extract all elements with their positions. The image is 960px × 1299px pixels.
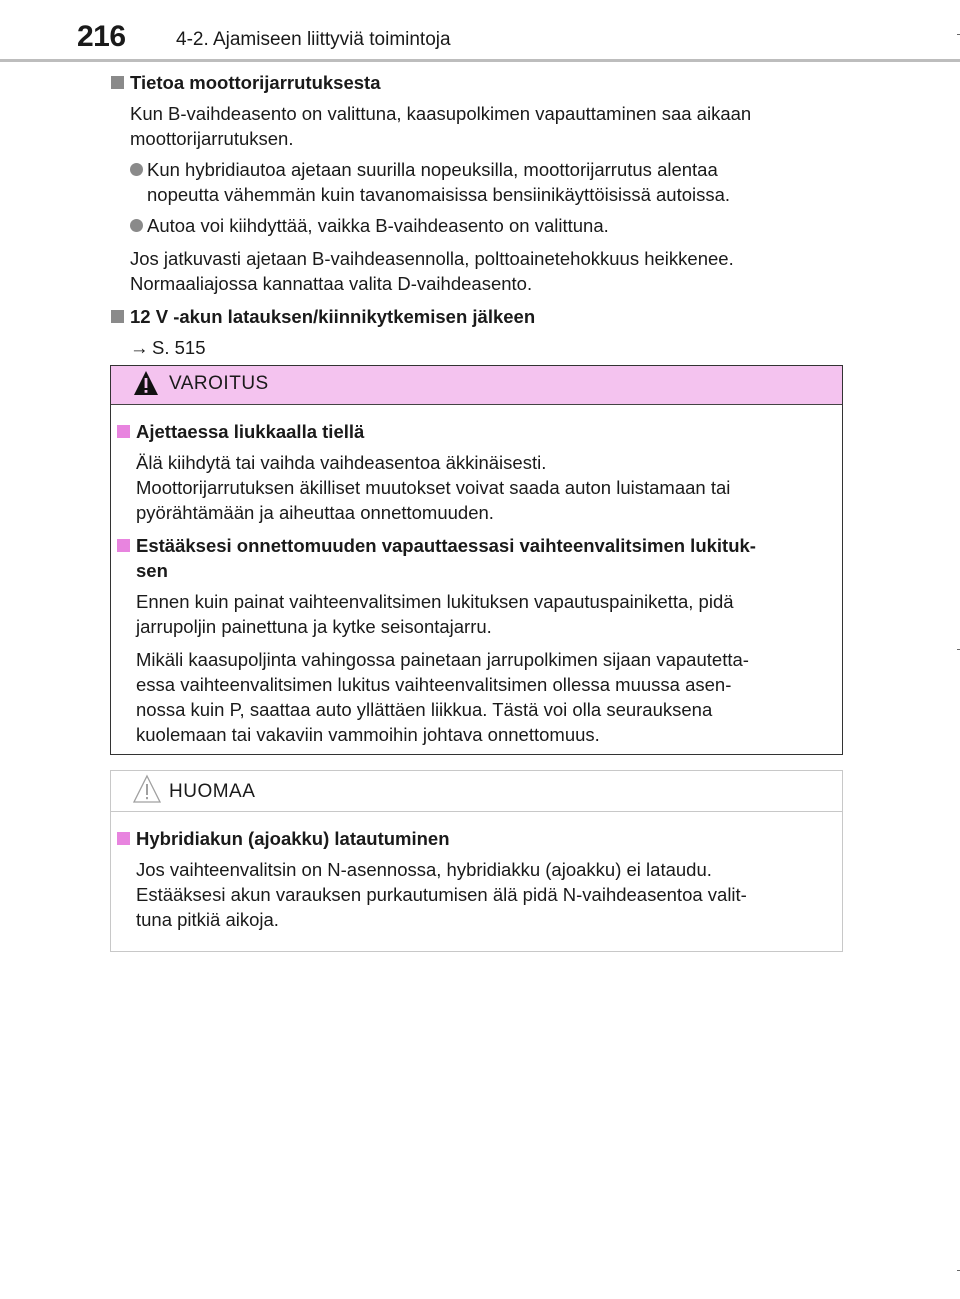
square-bullet-icon [111, 76, 124, 89]
notice-paragraph: Jos vaihteenvalitsin on N-asennossa, hybridiakku (ajoakku) ei lataudu. Estääksesi akun varauksen purkautumisen älä pidä N-vaihdeasentoa valit- tuna pitkiä aikoja. [136, 859, 747, 930]
warning-heading-slippery-road: Ajettaessa liukkaalla tiellä [117, 419, 832, 444]
notice-triangle-icon [133, 774, 161, 804]
fuel-efficiency-paragraph: Jos jatkuvasti ajetaan B-vaihdeasennolla, polttoainetehokkuus heikkenee. Normaaliajossa kannattaa valita D-vaihdeasento. [130, 248, 734, 294]
notice-header [111, 771, 842, 812]
round-bullet-icon [130, 219, 143, 232]
square-bullet-icon [117, 539, 130, 552]
round-bullet-icon [130, 163, 143, 176]
square-bullet-icon [111, 310, 124, 323]
warning-paragraph: Älä kiihdytä tai vaihda vaihdeasentoa äkkinäisesti. Moottorijarrutuksen äkilliset muutokset voivat saada auton luistamaan tai pyörähtämään ja aiheuttaa onnettomuuden. [136, 452, 731, 523]
list-item: Autoa voi kiihdyttää, vaikka B-vaihdeasento on valittuna. [130, 213, 843, 238]
notice-box [110, 770, 843, 952]
warning-triangle-icon [133, 369, 159, 397]
warning-paragraph: Ennen kuin painat vaihteenvalitsimen lukituksen vapautuspainiketta, pidä jarrupoljin painettuna ja kytke seisontajarru. [136, 591, 734, 637]
page-header [0, 0, 960, 62]
main-content [111, 70, 843, 360]
notice-title: HUOMAA [169, 781, 256, 802]
section-title: 4-2. Ajamiseen liittyviä toimintoja [176, 29, 451, 50]
notice-heading-battery-charging: Hybridiakun (ajoakku) latautuminen [117, 826, 832, 851]
list-item: Kun hybridiautoa ajetaan suurilla nopeuksilla, moottorijarrutus alentaa nopeutta vähemmän kuin tavanomaisissa bensiinikäyttöisissä autoissa. [130, 157, 843, 207]
section-heading-engine-braking: Tietoa moottorijarrutuksesta [111, 70, 843, 95]
warning-heading-shift-lock: Estääksesi onnettomuuden vapauttaessasi vaihteenvalitsimen lukituk- sen [117, 533, 832, 583]
arrow-right-icon: → [130, 337, 149, 358]
page-reference[interactable]: → S. 515 [130, 337, 206, 358]
notice-body [111, 812, 842, 932]
warning-box [110, 365, 843, 755]
warning-header [111, 366, 842, 405]
header-rule [0, 59, 960, 62]
square-bullet-icon [117, 425, 130, 438]
square-bullet-icon [117, 832, 130, 845]
section-heading-12v-battery: 12 V -akun latauksen/kiinnikytkemisen jälkeen [111, 304, 843, 329]
intro-paragraph: Kun B-vaihdeasento on valittuna, kaasupolkimen vapauttaminen saa aikaan moottorijarrutuksen. [130, 103, 752, 149]
page-number: 216 [77, 20, 126, 53]
warning-body [111, 405, 842, 747]
warning-paragraph: Mikäli kaasupoljinta vahingossa painetaan jarrupolkimen sijaan vapautetta- essa vaihteenvalitsimen lukitus vaihteenvalitsimen ollessa muussa asen- nossa kuin P, saattaa auto yllättäen liikkua. Tästä voi olla seurauksena kuolemaan tai vakaviin vammoihin johtava onnettomuus. [136, 649, 749, 745]
warning-title: VAROITUS [169, 373, 269, 394]
